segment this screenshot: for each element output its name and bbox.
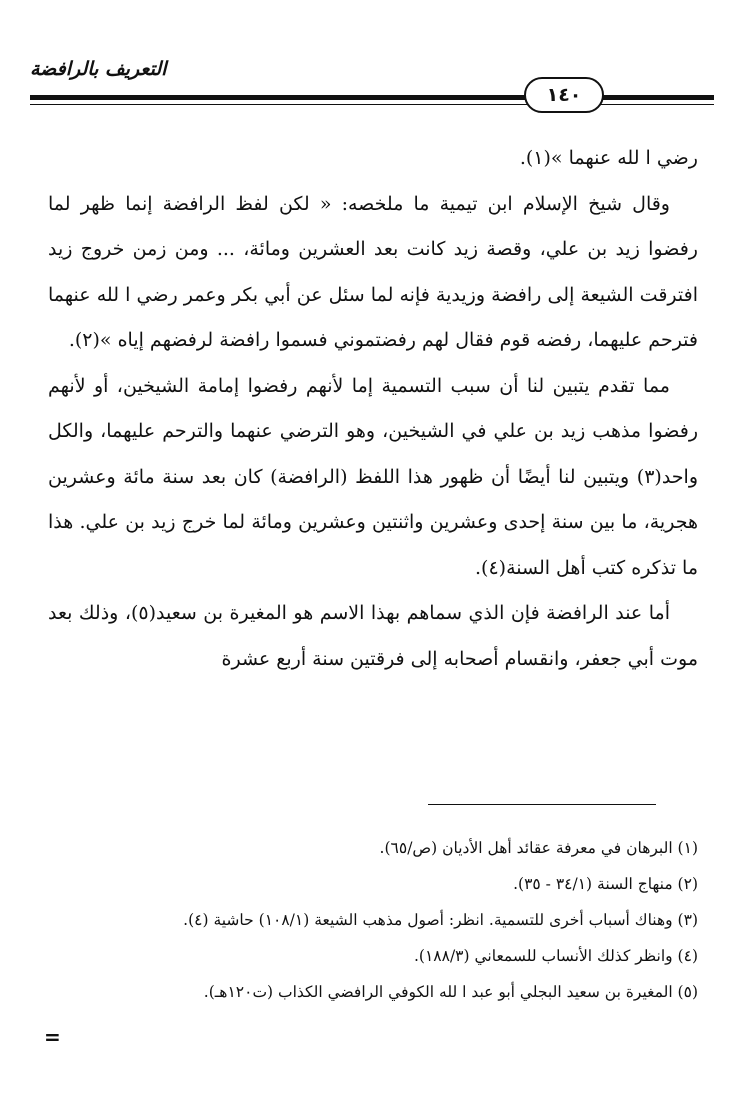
footnotes [48,830,698,1010]
paragraph: وقال شيخ الإسلام ابن تيمية ما ملخصه: « لكن لفظ الرافضة إنما ظهر لما رفضوا زيد بن علي، وقصة زيد كانت بعد العشرين ومائة، ... ومن زمن خروج زيد افترقت الشيعة إلى رافضة وزيدية فإنه لما سئل عن أبي بكر وعمر رضي ا لله عنهما فترحم عليهما، رفضه قوم فقال لهم رفضتموني فسموا رافضة لرفضهم إياه »(٢). [48,192,698,351]
footnote: (١) البرهان في معرفة عقائد أهل الأديان (ص/٦٥). [379,839,698,857]
body-text [48,136,698,682]
footnote: (٥) المغيرة بن سعيد البجلي أبو عبد ا لله الكوفي الرافضي الكذاب (ت١٢٠هـ). [203,983,698,1001]
page-number-badge [524,77,604,113]
page-number: ١٤٠ [546,84,582,106]
footnote-separator [428,804,656,805]
page-end-mark: = [44,1025,61,1049]
paragraph: رضي ا لله عنهما »(١). [519,147,698,169]
footnote: (٣) وهناك أسباب أخرى للتسمية. انظر: أصول مذهب الشيعة (١٠٨/١) حاشية (٤). [183,911,698,929]
paragraph: مما تقدم يتبين لنا أن سبب التسمية إما لأنهم رفضوا إمامة الشيخين، أو لأنهم رفضوا مذهب زيد بن علي في الشيخين، وهو الترضي عنهما والترحم عليهما، والكل واحد(٣) ويتبين لنا أيضًا أن ظهور هذا اللفظ (الرافضة) كان بعد سنة مائة وعشرين هجرية، ما بين سنة إحدى وعشرين واثنتين وعشرين ومائة لما خرج زيد بن علي. هذا ما تذكره كتب أهل السنة(٤). [48,374,698,579]
footnote: (٢) منهاج السنة (٣٤/١ - ٣٥). [513,875,698,893]
footnote: (٤) وانظر كذلك الأنساب للسمعاني (١٨٨/٣). [414,947,698,965]
header-rule-thick [30,95,714,100]
paragraph: أما عند الرافضة فإن الذي سماهم بهذا الاسم هو المغيرة بن سعيد(٥)، وذلك بعد موت أبي جعفر، وانقسام أصحابه إلى فرقتين سنة أربع عشرة [48,602,698,670]
header-rule-thin [30,104,714,105]
running-header-title: التعريف بالرافضة [30,58,167,80]
